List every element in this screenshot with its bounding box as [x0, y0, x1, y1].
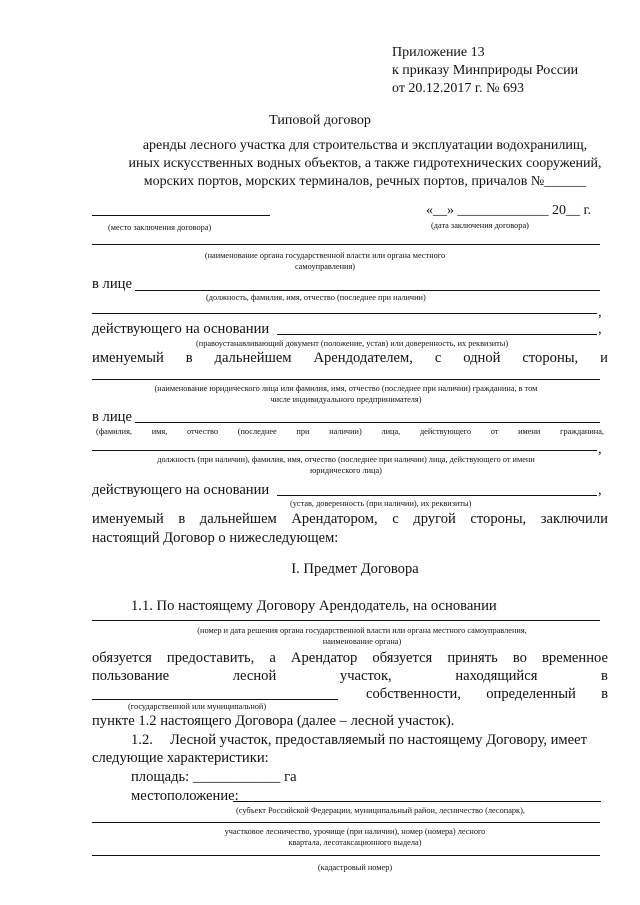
- ownership-line: [92, 699, 338, 700]
- word: от: [490, 427, 499, 436]
- word: именуемый: [92, 511, 164, 527]
- word: определенный: [486, 686, 576, 702]
- word: в: [178, 511, 186, 527]
- ownership-words: [366, 685, 608, 703]
- title-line-1: Типовой договор: [269, 113, 371, 128]
- word: обязуется: [92, 650, 152, 666]
- annex-line-1: Приложение 13: [392, 45, 485, 60]
- word: стороны,: [470, 511, 527, 527]
- word: стороны,: [522, 350, 579, 366]
- annex-line-2: к приказу Минприроды России: [392, 63, 579, 78]
- word: одной: [463, 350, 501, 366]
- lessor-basis-line: [277, 334, 597, 335]
- lessee-basis-line: [277, 495, 597, 496]
- word: в: [601, 668, 608, 684]
- p12-num: 1.2.: [131, 732, 153, 748]
- word: в: [601, 686, 608, 702]
- ownership-caption: (государственной или муниципальной): [128, 702, 267, 711]
- title-line-2: аренды лесного участка для строительства и эксплуатации водохранилищ,: [142, 138, 588, 153]
- word: находящийся: [455, 668, 538, 684]
- lessor-basis-caption: (правоустанавливающий документ (положение, устав) или доверенность, их реквизиты): [196, 339, 509, 348]
- lessee-basis-caption: (устав, доверенность (при наличии), их реквизиты): [290, 499, 472, 508]
- lessee-named-line: [92, 510, 608, 528]
- cadastral-line: [92, 855, 600, 856]
- word: дальнейшем: [199, 511, 277, 527]
- p11-end: пункте 1.2 настоящего Договора (далее – лесной участок).: [92, 713, 455, 729]
- organ-caption-2: самоуправления): [294, 262, 356, 271]
- title-line-3: иных искусственных водных объектов, а также гидротехнических сооружений,: [128, 156, 602, 171]
- word: отчество: [186, 427, 219, 436]
- word: имени: [518, 427, 541, 436]
- lessee-name-caption-2: числе индивидуального предпринимателя): [270, 395, 422, 404]
- lessor-position-caption: (должность, фамилия, имя, отчество (последнее при наличии): [206, 293, 426, 302]
- organ-caption-1: (наименование органа государственной власти или органа местного: [204, 251, 446, 260]
- word: имя,: [151, 427, 168, 436]
- word: во: [512, 650, 527, 666]
- word: Арендодателем,: [313, 350, 413, 366]
- use-line: [92, 667, 608, 685]
- lessee-acting-comma: ,: [598, 482, 602, 498]
- word: участок,: [339, 668, 392, 684]
- lessor-position-line: [92, 313, 597, 314]
- lessee-person-line: [135, 422, 600, 423]
- lessor-person-line: [135, 290, 600, 291]
- date-template: «__» _____________ 20__ г.: [426, 203, 592, 218]
- annex-line-3: от 20.12.2017 г. № 693: [392, 81, 524, 96]
- lessor-acting-comma: ,: [598, 321, 602, 337]
- p12-text: Лесной участок, предоставляемый по настоящему Договору, имеет: [170, 732, 588, 748]
- lessee-named-last: настоящий Договор о нижеследующем:: [92, 530, 339, 546]
- word: лесной: [232, 668, 277, 684]
- decision-caption-2: наименование органа): [322, 637, 402, 646]
- lessor-named-line: [92, 349, 608, 367]
- lessee-position-caption-1: должность (при наличии), фамилия, имя, отчество (последнее при наличии) лица, действующего от имени: [157, 455, 535, 464]
- district-line: [92, 822, 600, 823]
- place-caption: (место заключения договора): [108, 223, 212, 232]
- word: наличии): [329, 427, 362, 436]
- word: предоставить,: [166, 650, 255, 666]
- decision-line: [92, 620, 600, 621]
- lessor-acting: действующего на основании: [92, 321, 270, 337]
- word: Арендатором,: [291, 511, 378, 527]
- word: действующего: [419, 427, 471, 436]
- lessor-comma: ,: [598, 304, 602, 320]
- word: другой: [413, 511, 456, 527]
- organ-line: [92, 244, 600, 245]
- location-label: местоположение:: [131, 788, 239, 804]
- word: заключили: [540, 511, 608, 527]
- word: а: [269, 650, 276, 666]
- word: лица,: [381, 427, 401, 436]
- section-heading: I. Предмет Договора: [291, 561, 419, 577]
- date-caption: (дата заключения договора): [431, 221, 529, 230]
- lessor-in-person: в лице: [92, 276, 132, 292]
- lessee-position-caption-2: юридического лица): [310, 466, 382, 475]
- area-label: площадь: ____________ га: [131, 769, 297, 785]
- word: с: [392, 511, 399, 527]
- decision-caption-1: (номер и дата решения органа государственной власти или органа местного самоуправления,: [197, 626, 527, 635]
- word: (фамилия,: [96, 427, 132, 436]
- title-line-4: морских портов, морских терминалов, речных портов, причалов №______: [143, 174, 587, 189]
- word: в: [185, 350, 193, 366]
- word: обязуется: [372, 650, 433, 666]
- word: Арендатор: [290, 650, 358, 666]
- word: временное: [542, 650, 608, 666]
- cadastral-caption: (кадастровый номер): [317, 863, 393, 872]
- lessee-comma: ,: [598, 441, 602, 457]
- word: (последнее: [237, 427, 277, 436]
- word: при: [296, 427, 310, 436]
- lessee-person-caption: [96, 426, 604, 437]
- word: дальнейшем: [214, 350, 292, 366]
- word: принять: [447, 650, 498, 666]
- subject-caption: (субъект Российской Федерации, муниципальный район, лесничество (лесопарк),: [236, 806, 525, 815]
- p12-text2: следующие характеристики:: [92, 750, 269, 766]
- lessee-in-person: в лице: [92, 409, 132, 425]
- word: именуемый: [92, 350, 164, 366]
- p11: 1.1. По настоящему Договору Арендодатель, на основании: [131, 598, 497, 614]
- word: собственности,: [366, 686, 461, 702]
- place-line: [92, 215, 270, 216]
- district-caption-1: участковое лесничество, урочище (при наличии), номер (номера) лесного: [224, 827, 486, 836]
- lessee-position-line: [92, 450, 597, 451]
- district-caption-2: квартала, лесотаксационного выдела): [288, 838, 422, 847]
- word: гражданина,: [560, 427, 604, 436]
- lessee-name-line: [92, 379, 600, 380]
- word: пользование: [92, 668, 170, 684]
- location-line: [233, 801, 601, 802]
- obliges-line: [92, 649, 608, 667]
- word: с: [434, 350, 442, 366]
- lessee-acting: действующего на основании: [92, 482, 270, 498]
- lessee-name-caption-1: (наименование юридического лица или фамилия, имя, отчество (последнее при наличии) гражданина, в том: [154, 384, 538, 393]
- word: и: [600, 350, 608, 366]
